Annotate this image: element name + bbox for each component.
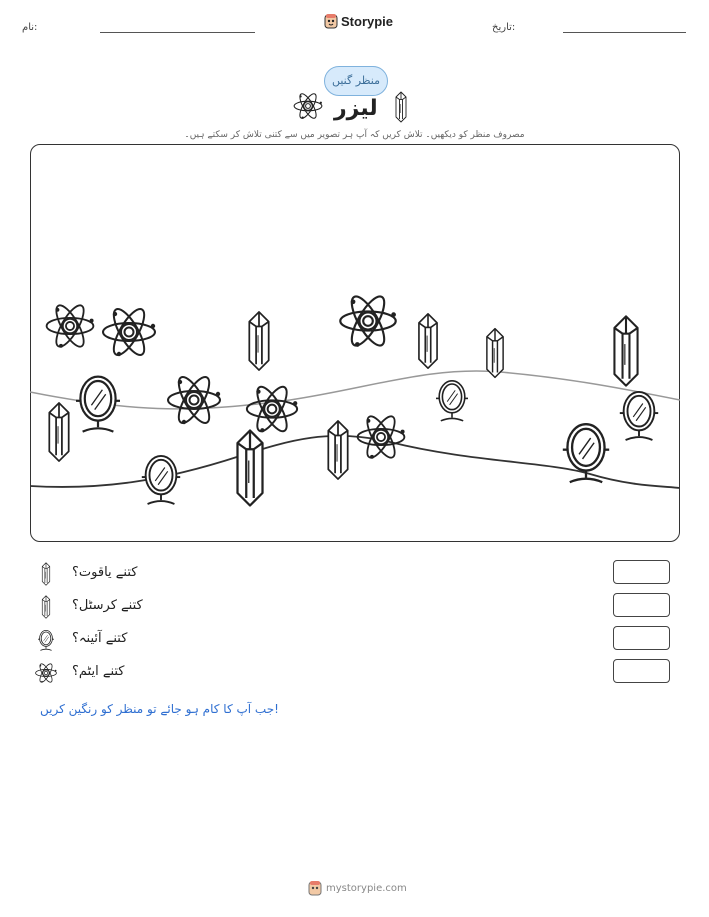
answer-box[interactable]	[613, 659, 670, 683]
crystal-icon	[393, 91, 409, 123]
date-line[interactable]	[563, 32, 686, 33]
question-text: کتنے یاقوت؟	[72, 565, 138, 580]
answer-box[interactable]	[613, 626, 670, 650]
footer-url[interactable]: mystorypie.com	[326, 882, 407, 894]
atom-5	[247, 383, 297, 435]
atom-icon	[34, 661, 58, 685]
atom-1	[47, 302, 94, 351]
mirror-3	[620, 392, 658, 440]
scene-illustration	[30, 144, 680, 542]
mirror-2	[436, 381, 468, 421]
crystal-3	[487, 329, 503, 378]
atom-icon	[292, 90, 324, 122]
question-text: کتنے کرسٹل؟	[72, 598, 143, 613]
crystal-7	[328, 421, 347, 479]
count-scene-pill: منظر گنیں	[324, 66, 388, 96]
mirror-4	[142, 456, 180, 504]
mirror-5	[563, 424, 609, 482]
question-text: کتنے آئینہ؟	[72, 631, 128, 646]
name-label: نام:	[22, 22, 38, 33]
storypie-mascot-icon	[308, 880, 322, 896]
footer	[308, 880, 407, 896]
answer-box[interactable]	[613, 593, 670, 617]
mirror-1	[76, 377, 120, 432]
answer-box[interactable]	[613, 560, 670, 584]
crystal-6	[238, 431, 263, 506]
atom-2	[103, 305, 155, 359]
atom-4	[168, 373, 220, 427]
name-line[interactable]	[100, 32, 255, 33]
storypie-mascot-icon	[324, 13, 338, 29]
crystal-4	[614, 316, 637, 385]
question-text: کتنے ایٹم؟	[72, 664, 125, 679]
color-prompt: جب آپ کا کام ہو جائے تو منظر کو رنگین کریں!	[40, 702, 279, 716]
crystal-1	[249, 312, 268, 370]
date-label: تاریخ:	[492, 22, 516, 33]
instructions: مصروف منظر کو دیکھیں۔ تلاش کریں کہ آپ ہر تصویر میں سے کتنی تلاش کر سکتے ہیں۔	[184, 130, 525, 140]
mirror-icon	[34, 628, 58, 652]
crystal-2	[419, 314, 437, 368]
crystal-5	[49, 403, 68, 461]
crystal-icon	[34, 562, 58, 586]
crystal-icon	[34, 595, 58, 619]
brand-logo	[324, 13, 393, 29]
page-title: لیزر	[334, 96, 378, 121]
brand-name: Storypie	[341, 13, 394, 29]
atom-3	[340, 292, 396, 350]
